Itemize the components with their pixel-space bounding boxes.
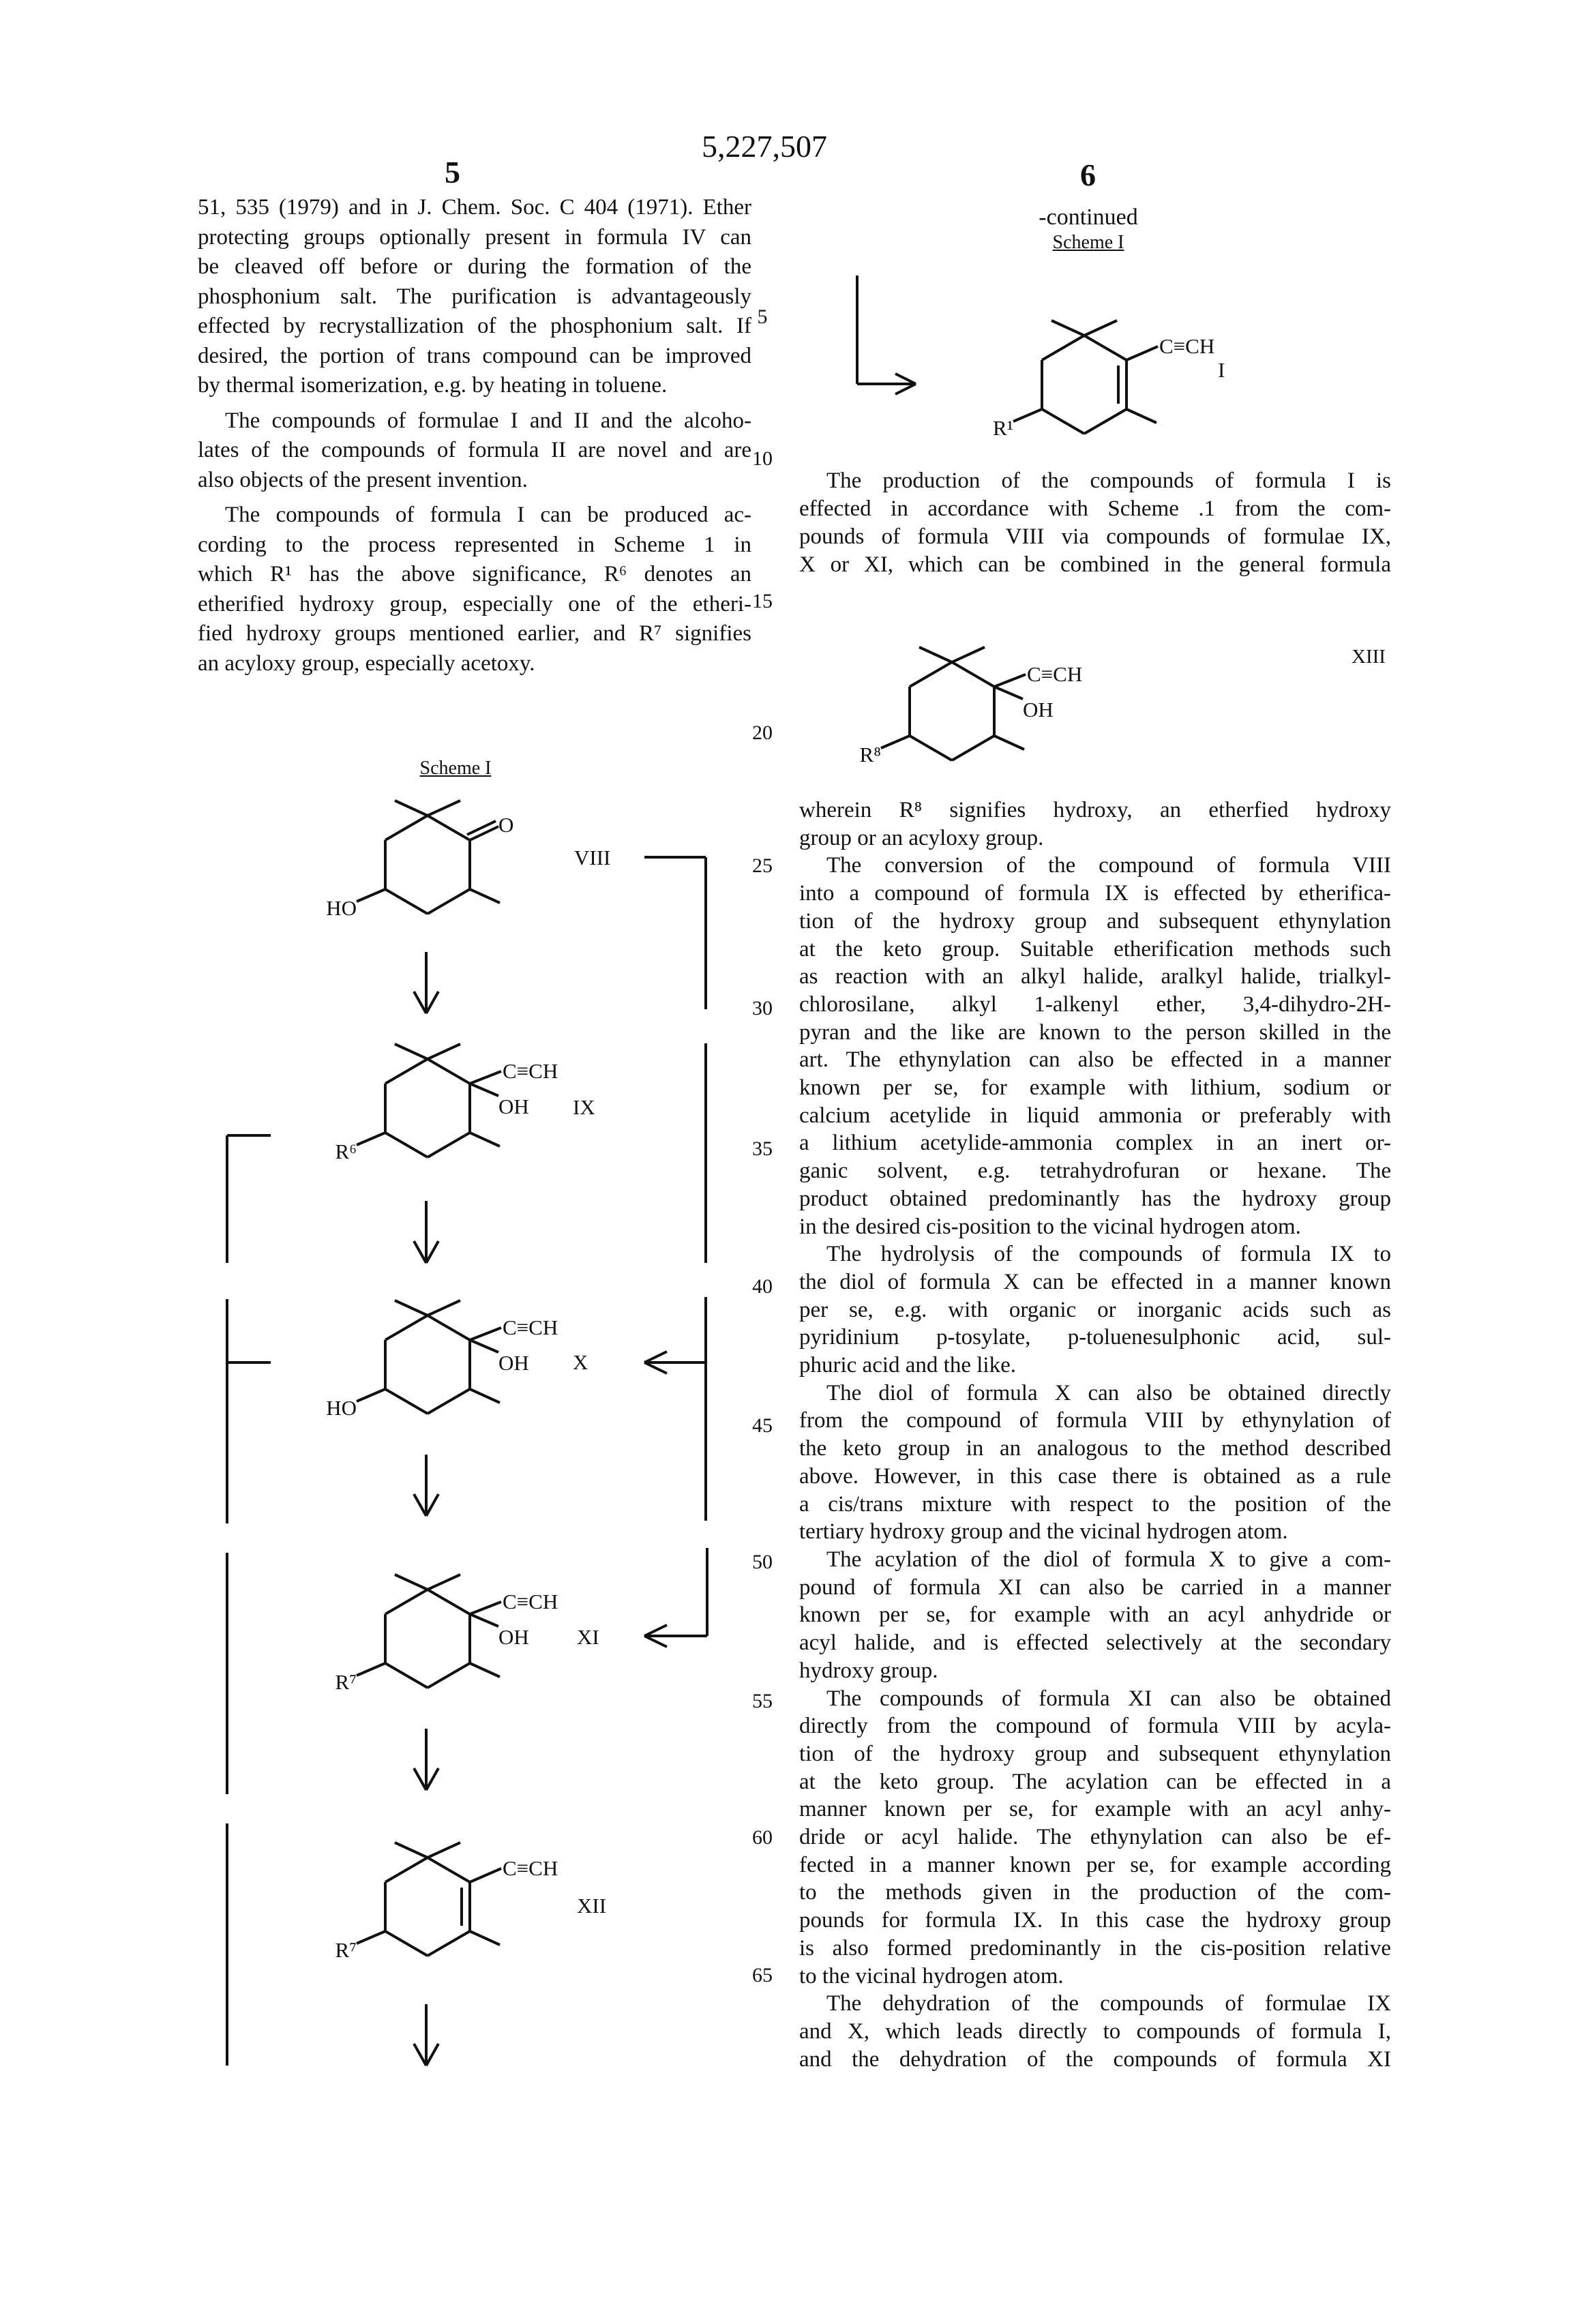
- text-line: group or an acyloxy group.: [799, 824, 1391, 852]
- line-number: 40: [742, 1275, 783, 1298]
- substituent-label: HO: [326, 1396, 357, 1420]
- substituent-label: HO: [326, 896, 357, 920]
- substituent-label: R⁶: [335, 1139, 357, 1163]
- text-line: also objects of the present invention.: [198, 466, 751, 496]
- text-line: The compounds of formula XI can also be obtained: [799, 1685, 1391, 1713]
- compound-label: XII: [577, 1894, 606, 1918]
- text-line: pounds of formula VIII via compounds of formulae IX,: [799, 523, 1391, 551]
- compound-label: IX: [573, 1095, 595, 1119]
- substituent-label: R¹: [993, 416, 1013, 440]
- line-number: 10: [742, 447, 783, 471]
- compound-label: I: [1218, 358, 1225, 382]
- text-line: known per se, for example with lithium, sodium or: [799, 1074, 1391, 1102]
- text-line: effected by recrystallization of the phosphonium salt. If: [198, 312, 751, 342]
- text-line: a cis/trans mixture with respect to the position of the: [799, 1491, 1391, 1519]
- text-line: The production of the compounds of formula I is: [799, 467, 1391, 495]
- substituent-label: R⁷: [335, 1670, 357, 1694]
- line-number: 20: [742, 721, 783, 745]
- text-line: The acylation of the diol of formula X to give a com-: [799, 1546, 1391, 1574]
- ethynyl-label: C≡CH: [503, 1059, 558, 1083]
- hydroxy-label: OH: [498, 1625, 529, 1649]
- text-line: phuric acid and the like.: [799, 1352, 1391, 1380]
- text-line: hydroxy group.: [799, 1657, 1391, 1685]
- patent-number: 5,227,507: [0, 128, 1529, 164]
- text-line: and the dehydration of the compounds of formula XI: [799, 2046, 1391, 2074]
- scheme-title-right: Scheme I: [986, 232, 1191, 254]
- text-line: as reaction with an alkyl halide, aralkyl halide, trialkyl-: [799, 963, 1391, 991]
- text-line: fected in a manner known per se, for example according: [799, 1851, 1391, 1879]
- cyclohexane-ring: [357, 1300, 501, 1414]
- line-number: 35: [742, 1137, 783, 1161]
- text-line: 51, 535 (1979) and in J. Chem. Soc. C 404 (1971). Ether: [198, 193, 751, 223]
- text-line: be cleaved off before or during the formation of the: [198, 252, 751, 282]
- text-line: directly from the compound of formula VIII by acyla-: [799, 1712, 1391, 1740]
- text-line: above. However, in this case there is obtained as a rule: [799, 1463, 1391, 1491]
- hydroxy-label: OH: [498, 1094, 529, 1118]
- text-line: into a compound of formula IX is effected by etherifica-: [799, 880, 1391, 908]
- text-line: etherified hydroxy group, especially one of the etheri-: [198, 590, 751, 620]
- text-line: pounds for formula IX. In this case the hydroxy group: [799, 1907, 1391, 1935]
- line-number: 50: [742, 1551, 783, 1574]
- text-line: art. The ethynylation can also be effected in a manner: [799, 1046, 1391, 1074]
- text-line: a lithium acetylide-ammonia complex in an inert or-: [799, 1129, 1391, 1157]
- text-line: The diol of formula X can also be obtained directly: [799, 1380, 1391, 1407]
- line-number: 15: [742, 590, 783, 613]
- line-number: 5: [742, 306, 783, 329]
- text-line: in the desired cis-position to the vicinal hydrogen atom.: [799, 1213, 1391, 1241]
- text-line: pound of formula XI can also be carried in a manner: [799, 1574, 1391, 1602]
- text-line: and X, which leads directly to compounds of formula I,: [799, 2018, 1391, 2046]
- cyclohexane-ring: [357, 1044, 501, 1157]
- text-line: effected in accordance with Scheme .1 from the com-: [799, 495, 1391, 523]
- text-line: The conversion of the compound of formula VIII: [799, 852, 1391, 880]
- text-line: The compounds of formulae I and II and the alcoho-: [198, 406, 751, 436]
- compound-label: VIII: [574, 846, 610, 869]
- text-line: to the vicinal hydrogen atom.: [799, 1963, 1391, 1991]
- text-line: the diol of formula X can be effected in a manner known: [799, 1268, 1391, 1296]
- text-line: chlorosilane, alkyl 1-alkenyl ether, 3,4-dihydro-2H-: [799, 991, 1391, 1019]
- text-line: fied hydroxy groups mentioned earlier, and R⁷ signifies: [198, 619, 751, 649]
- ethynyl-label: C≡CH: [503, 1315, 558, 1339]
- cyclohexane-ring: [1013, 321, 1158, 434]
- text-line: ganic solvent, e.g. tetrahydrofuran or hexane. The: [799, 1157, 1391, 1185]
- ethynyl-label: C≡CH: [503, 1856, 558, 1880]
- text-line: at the keto group. Suitable etherification methods such: [799, 936, 1391, 964]
- text-line: X or XI, which can be combined in the general formula: [799, 551, 1391, 579]
- text-line: an acyloxy group, especially acetoxy.: [198, 649, 751, 679]
- text-line: which R¹ has the above significance, R⁶ denotes an: [198, 560, 751, 590]
- text-line: lates of the compounds of formula II are novel and are: [198, 436, 751, 466]
- cyclohexane-ring: [881, 647, 1026, 760]
- line-number: 55: [742, 1690, 783, 1713]
- left-page-number: 5: [445, 154, 460, 190]
- text-line: at the keto group. The acylation can be effected in a: [799, 1768, 1391, 1796]
- line-number: 65: [742, 1964, 783, 1987]
- text-line: protecting groups optionally present in formula IV can: [198, 223, 751, 253]
- text-line: wherein R⁸ signifies hydroxy, an etherfied hydroxy: [799, 796, 1391, 824]
- text-line: cording to the process represented in Scheme 1 in: [198, 531, 751, 561]
- text-line: is also formed predominantly in the cis-position relative: [799, 1935, 1391, 1963]
- text-line: The dehydration of the compounds of formulae IX: [799, 1990, 1391, 2018]
- text-line: The compounds of formula I can be produced ac-: [198, 501, 751, 531]
- cyclohexane-ring: [357, 1575, 501, 1688]
- text-line: known per se, for example with an acyl anhydride or: [799, 1601, 1391, 1629]
- text-line: product obtained predominantly has the hydroxy group: [799, 1185, 1391, 1213]
- compound-label-xiii: XIII: [1352, 646, 1386, 668]
- text-line: pyridinium p-tosylate, p-toluenesulphonic acid, sul-: [799, 1324, 1391, 1352]
- ethynyl-label: C≡CH: [1159, 334, 1214, 358]
- text-line: per se, e.g. with organic or inorganic acids such as: [799, 1296, 1391, 1324]
- reaction-scheme: [0, 0, 1582, 2324]
- cyclohexane-ring: [357, 1843, 501, 1956]
- text-line: acyl halide, and is effected selectively at the secondary: [799, 1629, 1391, 1657]
- text-line: tion of the hydroxy group and subsequent ethynylation: [799, 908, 1391, 936]
- compound-label: X: [573, 1350, 588, 1374]
- text-line: manner known per se, for example with an acyl anhy-: [799, 1796, 1391, 1823]
- line-number: 45: [742, 1414, 783, 1437]
- text-line: tertiary hydroxy group and the vicinal hydrogen atom.: [799, 1518, 1391, 1546]
- text-line: by thermal isomerization, e.g. by heating in toluene.: [198, 371, 751, 401]
- text-line: phosphonium salt. The purification is advantageously: [198, 282, 751, 312]
- ethynyl-label: C≡CH: [1027, 662, 1082, 686]
- text-line: calcium acetylide in liquid ammonia or preferably with: [799, 1102, 1391, 1130]
- text-line: The hydrolysis of the compounds of formula IX to: [799, 1240, 1391, 1268]
- oxo-label: O: [498, 813, 513, 837]
- cyclohexane-ring: [357, 801, 500, 914]
- substituent-label: R⁸: [860, 743, 881, 766]
- text-line: from the compound of formula VIII by ethynylation of: [799, 1407, 1391, 1435]
- line-number: 60: [742, 1826, 783, 1849]
- scheme-title-left: Scheme I: [353, 758, 558, 779]
- line-number: 30: [742, 997, 783, 1020]
- substituent-label: R⁷: [335, 1938, 357, 1962]
- text-line: to the methods given in the production of the com-: [799, 1879, 1391, 1907]
- text-line: the keto group in an analogous to the method described: [799, 1435, 1391, 1463]
- text-line: dride or acyl halide. The ethynylation can also be ef-: [799, 1823, 1391, 1851]
- continued-label: -continued: [986, 205, 1191, 230]
- text-line: pyran and the like are known to the person skilled in the: [799, 1019, 1391, 1047]
- right-page-number: 6: [1080, 157, 1096, 193]
- line-number: 25: [742, 854, 783, 878]
- scheme-connectors: [227, 275, 916, 2066]
- text-line: tion of the hydroxy group and subsequent ethynylation: [799, 1740, 1391, 1768]
- ethynyl-label: C≡CH: [503, 1590, 558, 1613]
- hydroxy-label: OH: [498, 1351, 529, 1375]
- compound-label: XI: [577, 1625, 599, 1649]
- text-line: desired, the portion of trans compound can be improved: [198, 342, 751, 372]
- hydroxy-label: OH: [1023, 698, 1054, 721]
